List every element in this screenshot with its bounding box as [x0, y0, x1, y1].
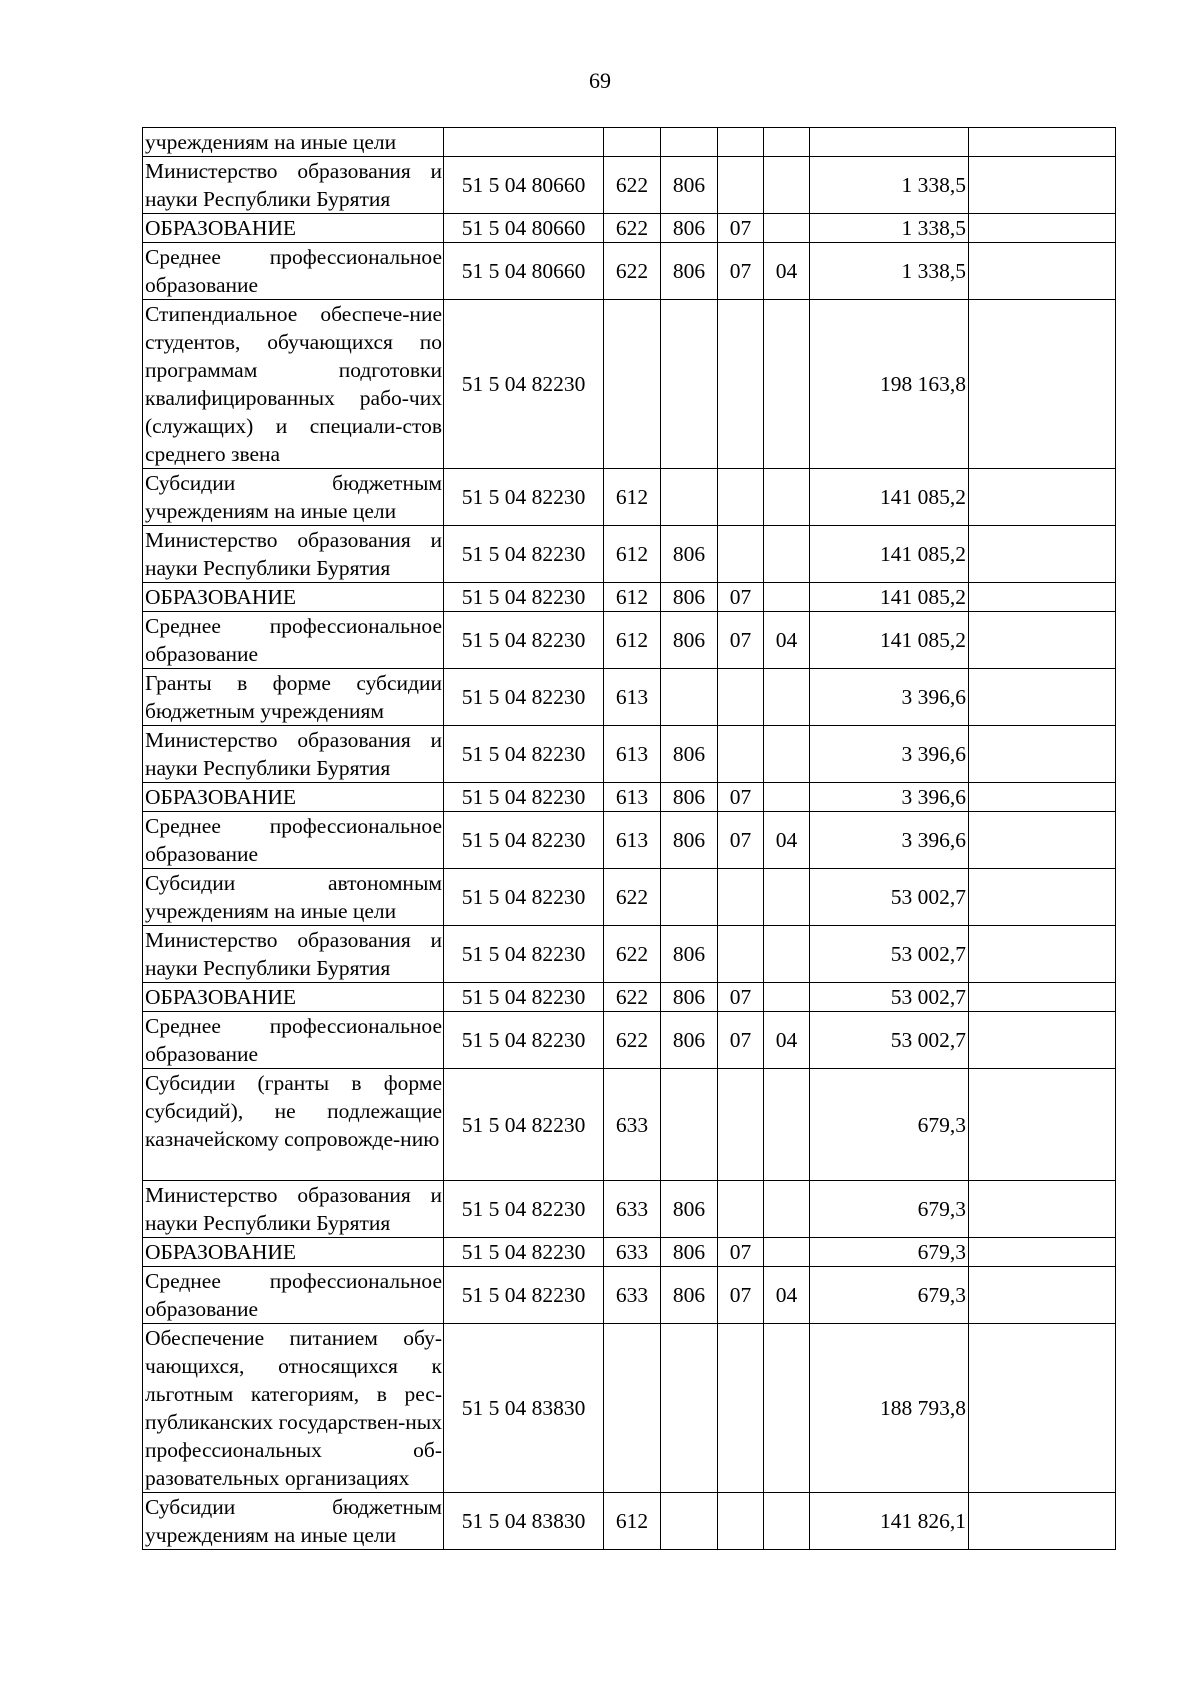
empty-cell — [969, 1267, 1116, 1324]
table-row — [143, 157, 1116, 214]
empty-cell — [969, 1181, 1116, 1238]
ministry-code-cell: 806 — [661, 1267, 718, 1324]
ministry-code-cell: 806 — [661, 983, 718, 1012]
expense-type-cell — [604, 300, 661, 469]
item-name-cell: Субсидии автономным учреждениям на иные цели — [143, 869, 444, 926]
ministry-code-cell: 806 — [661, 1012, 718, 1069]
table-row — [143, 1181, 1116, 1238]
section-cell — [718, 128, 764, 157]
subsection-cell — [764, 983, 810, 1012]
target-article-cell: 51 5 04 82230 — [444, 983, 604, 1012]
empty-cell — [969, 1493, 1116, 1550]
section-cell — [718, 1493, 764, 1550]
amount-cell: 1 338,5 — [810, 157, 969, 214]
section-cell: 07 — [718, 1012, 764, 1069]
item-name-cell: Гранты в форме субсидии бюджетным учреждениям — [143, 669, 444, 726]
subsection-cell — [764, 1238, 810, 1267]
target-article-cell: 51 5 04 83830 — [444, 1493, 604, 1550]
ministry-code-cell: 806 — [661, 926, 718, 983]
table-row — [143, 869, 1116, 926]
expense-type-cell: 613 — [604, 783, 661, 812]
section-cell — [718, 669, 764, 726]
item-name-cell: Министерство образования и науки Республики Бурятия — [143, 526, 444, 583]
table-row — [143, 1267, 1116, 1324]
empty-cell — [969, 783, 1116, 812]
table-row — [143, 469, 1116, 526]
target-article-cell: 51 5 04 82230 — [444, 526, 604, 583]
amount-cell: 141 085,2 — [810, 612, 969, 669]
subsection-cell — [764, 1069, 810, 1181]
item-name-cell: Министерство образования и науки Республики Бурятия — [143, 157, 444, 214]
amount-cell: 53 002,7 — [810, 1012, 969, 1069]
table-row — [143, 1238, 1116, 1267]
ministry-code-cell — [661, 128, 718, 157]
target-article-cell: 51 5 04 82230 — [444, 469, 604, 526]
expense-type-cell: 622 — [604, 1012, 661, 1069]
amount-cell: 53 002,7 — [810, 983, 969, 1012]
ministry-code-cell: 806 — [661, 1181, 718, 1238]
ministry-code-cell — [661, 300, 718, 469]
section-cell — [718, 526, 764, 583]
item-name-cell: ОБРАЗОВАНИЕ — [143, 583, 444, 612]
target-article-cell — [444, 128, 604, 157]
expense-type-cell: 622 — [604, 214, 661, 243]
expense-type-cell — [604, 128, 661, 157]
item-name-cell: Среднее профессиональное образование — [143, 1012, 444, 1069]
empty-cell — [969, 1012, 1116, 1069]
empty-cell — [969, 214, 1116, 243]
amount-cell: 141 085,2 — [810, 526, 969, 583]
amount-cell: 3 396,6 — [810, 783, 969, 812]
subsection-cell — [764, 869, 810, 926]
table-row — [143, 1069, 1116, 1181]
item-name-cell: Среднее профессиональное образование — [143, 243, 444, 300]
empty-cell — [969, 469, 1116, 526]
expense-type-cell: 633 — [604, 1181, 661, 1238]
section-cell: 07 — [718, 243, 764, 300]
amount-cell — [810, 128, 969, 157]
subsection-cell — [764, 1181, 810, 1238]
expense-type-cell — [604, 1324, 661, 1493]
item-name-cell: ОБРАЗОВАНИЕ — [143, 1238, 444, 1267]
section-cell — [718, 1324, 764, 1493]
subsection-cell — [764, 1324, 810, 1493]
ministry-code-cell: 806 — [661, 157, 718, 214]
target-article-cell: 51 5 04 82230 — [444, 300, 604, 469]
item-name-cell: Обеспечение питанием обу-чающихся, относящихся к льготным категориям, в рес-публиканских государствен-ных профессиональных об-разовательных организациях — [143, 1324, 444, 1493]
section-cell: 07 — [718, 612, 764, 669]
subsection-cell: 04 — [764, 612, 810, 669]
table-row — [143, 669, 1116, 726]
expense-type-cell: 612 — [604, 469, 661, 526]
section-cell — [718, 300, 764, 469]
amount-cell: 679,3 — [810, 1181, 969, 1238]
table-row — [143, 1493, 1116, 1550]
ministry-code-cell — [661, 1324, 718, 1493]
expense-type-cell: 622 — [604, 869, 661, 926]
target-article-cell: 51 5 04 82230 — [444, 583, 604, 612]
section-cell — [718, 726, 764, 783]
section-cell: 07 — [718, 583, 764, 612]
item-name-cell: Среднее профессиональное образование — [143, 1267, 444, 1324]
expense-type-cell: 612 — [604, 1493, 661, 1550]
ministry-code-cell: 806 — [661, 612, 718, 669]
table-row — [143, 583, 1116, 612]
table-row — [143, 128, 1116, 157]
section-cell — [718, 1069, 764, 1181]
subsection-cell: 04 — [764, 1267, 810, 1324]
target-article-cell: 51 5 04 82230 — [444, 726, 604, 783]
amount-cell: 679,3 — [810, 1069, 969, 1181]
item-name-cell: Министерство образования и науки Республики Бурятия — [143, 926, 444, 983]
amount-cell: 679,3 — [810, 1238, 969, 1267]
ministry-code-cell: 806 — [661, 526, 718, 583]
item-name-cell: Субсидии (гранты в форме субсидий), не подлежащие казначейскому сопровожде-нию — [143, 1069, 444, 1181]
item-name-cell: Стипендиальное обеспече-ние студентов, обучающихся по программам подготовки квалифицированных рабо-чих (служащих) и специали-стов среднего звена — [143, 300, 444, 469]
item-name-cell: Министерство образования и науки Республики Бурятия — [143, 726, 444, 783]
empty-cell — [969, 726, 1116, 783]
table-row — [143, 812, 1116, 869]
subsection-cell — [764, 157, 810, 214]
amount-cell: 141 826,1 — [810, 1493, 969, 1550]
section-cell — [718, 157, 764, 214]
ministry-code-cell: 806 — [661, 583, 718, 612]
target-article-cell: 51 5 04 82230 — [444, 1267, 604, 1324]
empty-cell — [969, 926, 1116, 983]
section-cell — [718, 926, 764, 983]
empty-cell — [969, 300, 1116, 469]
budget-table — [142, 127, 1116, 1550]
target-article-cell: 51 5 04 82230 — [444, 1238, 604, 1267]
empty-cell — [969, 812, 1116, 869]
subsection-cell — [764, 469, 810, 526]
expense-type-cell: 622 — [604, 926, 661, 983]
page-number: 69 — [589, 68, 611, 93]
subsection-cell — [764, 300, 810, 469]
subsection-cell — [764, 926, 810, 983]
empty-cell — [969, 583, 1116, 612]
target-article-cell: 51 5 04 82230 — [444, 1069, 604, 1181]
expense-type-cell: 613 — [604, 812, 661, 869]
item-name-cell: ОБРАЗОВАНИЕ — [143, 214, 444, 243]
item-name-cell: Среднее профессиональное образование — [143, 812, 444, 869]
target-article-cell: 51 5 04 82230 — [444, 669, 604, 726]
table-row — [143, 612, 1116, 669]
subsection-cell — [764, 726, 810, 783]
target-article-cell: 51 5 04 82230 — [444, 812, 604, 869]
expense-type-cell: 622 — [604, 243, 661, 300]
ministry-code-cell — [661, 1069, 718, 1181]
item-name-cell: Среднее профессиональное образование — [143, 612, 444, 669]
table-body — [143, 128, 1116, 1550]
subsection-cell — [764, 669, 810, 726]
empty-cell — [969, 869, 1116, 926]
item-name-cell: Министерство образования и науки Республики Бурятия — [143, 1181, 444, 1238]
amount-cell: 198 163,8 — [810, 300, 969, 469]
section-cell: 07 — [718, 1238, 764, 1267]
table-row — [143, 526, 1116, 583]
subsection-cell — [764, 214, 810, 243]
table-row — [143, 1324, 1116, 1493]
subsection-cell — [764, 583, 810, 612]
item-name-cell: учреждениям на иные цели — [143, 128, 444, 157]
expense-type-cell: 633 — [604, 1238, 661, 1267]
target-article-cell: 51 5 04 82230 — [444, 1012, 604, 1069]
amount-cell: 53 002,7 — [810, 869, 969, 926]
target-article-cell: 51 5 04 82230 — [444, 869, 604, 926]
empty-cell — [969, 526, 1116, 583]
subsection-cell — [764, 526, 810, 583]
amount-cell: 679,3 — [810, 1267, 969, 1324]
empty-cell — [969, 983, 1116, 1012]
target-article-cell: 51 5 04 80660 — [444, 214, 604, 243]
table-row — [143, 983, 1116, 1012]
ministry-code-cell: 806 — [661, 812, 718, 869]
amount-cell: 3 396,6 — [810, 669, 969, 726]
item-name-cell: Субсидии бюджетным учреждениям на иные цели — [143, 469, 444, 526]
subsection-cell — [764, 1493, 810, 1550]
section-cell: 07 — [718, 1267, 764, 1324]
expense-type-cell: 622 — [604, 983, 661, 1012]
amount-cell: 3 396,6 — [810, 726, 969, 783]
item-name-cell: ОБРАЗОВАНИЕ — [143, 983, 444, 1012]
section-cell: 07 — [718, 983, 764, 1012]
amount-cell: 141 085,2 — [810, 469, 969, 526]
expense-type-cell: 633 — [604, 1069, 661, 1181]
empty-cell — [969, 1324, 1116, 1493]
target-article-cell: 51 5 04 80660 — [444, 243, 604, 300]
subsection-cell: 04 — [764, 243, 810, 300]
subsection-cell — [764, 783, 810, 812]
amount-cell: 141 085,2 — [810, 583, 969, 612]
item-name-cell: Субсидии бюджетным учреждениям на иные цели — [143, 1493, 444, 1550]
table-row — [143, 214, 1116, 243]
expense-type-cell: 613 — [604, 669, 661, 726]
empty-cell — [969, 128, 1116, 157]
ministry-code-cell — [661, 669, 718, 726]
section-cell — [718, 1181, 764, 1238]
amount-cell: 188 793,8 — [810, 1324, 969, 1493]
target-article-cell: 51 5 04 82230 — [444, 1181, 604, 1238]
amount-cell: 3 396,6 — [810, 812, 969, 869]
target-article-cell: 51 5 04 80660 — [444, 157, 604, 214]
section-cell: 07 — [718, 783, 764, 812]
table-row — [143, 243, 1116, 300]
target-article-cell: 51 5 04 82230 — [444, 783, 604, 812]
table-row — [143, 783, 1116, 812]
ministry-code-cell — [661, 1493, 718, 1550]
table-row — [143, 300, 1116, 469]
subsection-cell: 04 — [764, 1012, 810, 1069]
empty-cell — [969, 157, 1116, 214]
ministry-code-cell: 806 — [661, 243, 718, 300]
expense-type-cell: 612 — [604, 526, 661, 583]
item-name-cell: ОБРАЗОВАНИЕ — [143, 783, 444, 812]
subsection-cell: 04 — [764, 812, 810, 869]
expense-type-cell: 613 — [604, 726, 661, 783]
ministry-code-cell — [661, 869, 718, 926]
ministry-code-cell: 806 — [661, 783, 718, 812]
target-article-cell: 51 5 04 83830 — [444, 1324, 604, 1493]
expense-type-cell: 612 — [604, 583, 661, 612]
amount-cell: 1 338,5 — [810, 214, 969, 243]
table-row — [143, 926, 1116, 983]
section-cell: 07 — [718, 214, 764, 243]
table-row — [143, 726, 1116, 783]
empty-cell — [969, 1069, 1116, 1181]
expense-type-cell: 622 — [604, 157, 661, 214]
ministry-code-cell: 806 — [661, 726, 718, 783]
empty-cell — [969, 669, 1116, 726]
target-article-cell: 51 5 04 82230 — [444, 926, 604, 983]
section-cell — [718, 469, 764, 526]
subsection-cell — [764, 128, 810, 157]
table-row — [143, 1012, 1116, 1069]
ministry-code-cell: 806 — [661, 1238, 718, 1267]
empty-cell — [969, 1238, 1116, 1267]
expense-type-cell: 612 — [604, 612, 661, 669]
section-cell: 07 — [718, 812, 764, 869]
expense-type-cell: 633 — [604, 1267, 661, 1324]
empty-cell — [969, 612, 1116, 669]
amount-cell: 1 338,5 — [810, 243, 969, 300]
target-article-cell: 51 5 04 82230 — [444, 612, 604, 669]
ministry-code-cell — [661, 469, 718, 526]
ministry-code-cell: 806 — [661, 214, 718, 243]
amount-cell: 53 002,7 — [810, 926, 969, 983]
empty-cell — [969, 243, 1116, 300]
section-cell — [718, 869, 764, 926]
